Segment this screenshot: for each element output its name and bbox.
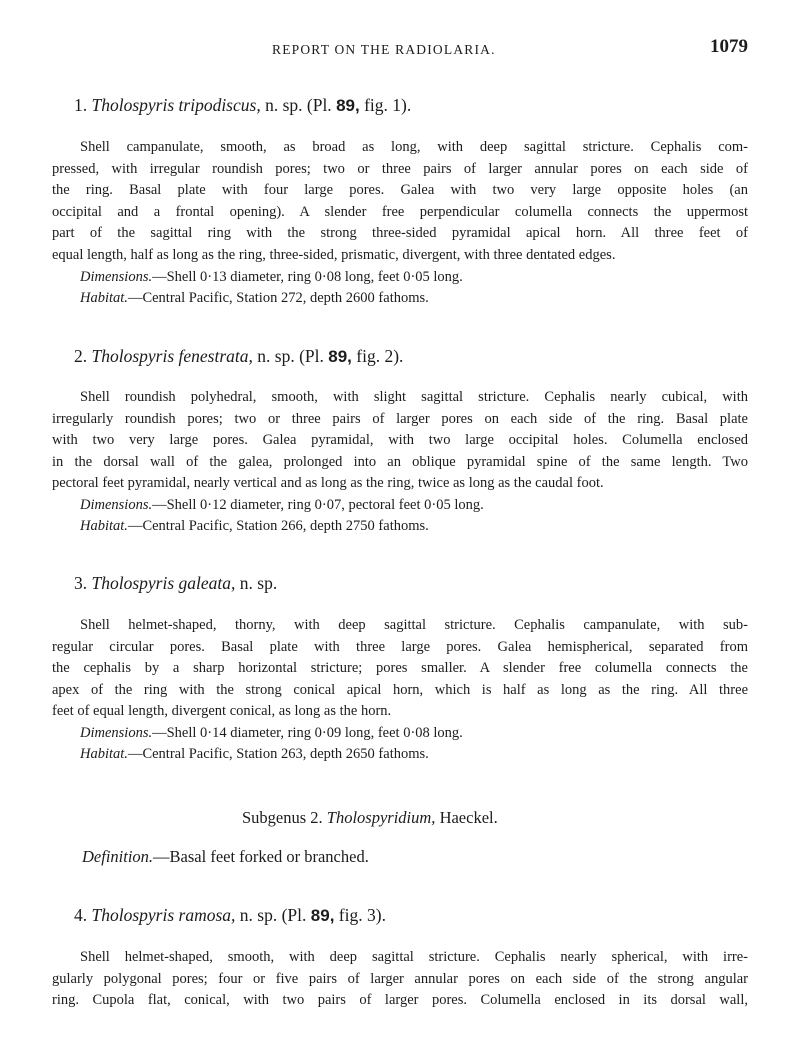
- species-2-title: 2. Tholospyris fenestrata, n. sp. (Pl. 89, fig. 2).: [74, 346, 404, 366]
- species-2-name: Tholospyris fenestrata,: [91, 346, 253, 366]
- species-1-habitat: Habitat.—Central Pacific, Station 272, depth 2600 fathoms.: [80, 290, 429, 306]
- subgenus-definition: Definition.—Basal feet forked or branched.: [82, 847, 369, 866]
- species-3-title: 3. Tholospyris galeata, n. sp.: [74, 573, 278, 593]
- species-1-dimensions: Dimensions.—Shell 0·13 diameter, ring 0·08 long, feet 0·05 long.: [80, 269, 463, 285]
- species-2-habitat: Habitat.—Central Pacific, Station 266, depth 2750 fathoms.: [80, 518, 429, 534]
- species-3-name: Tholospyris galeata,: [91, 573, 236, 593]
- page-number: 1079: [710, 36, 748, 57]
- species-4-title: 4. Tholospyris ramosa, n. sp. (Pl. 89, fig. 3).: [74, 905, 386, 925]
- species-4-description: Shell helmet-shaped, smooth, with deep sagittal stricture. Cephalis nearly spherical, with irre- gularly polygonal pores; four or five pairs of larger annular pores on each side of the strong angular ring. Cupola flat, conical, with two pairs of larger pores. Columella enclosed in its dorsal wall,: [52, 949, 748, 1009]
- species-3-habitat: Habitat.—Central Pacific, Station 263, depth 2650 fathoms.: [80, 746, 429, 762]
- species-4-name: Tholospyris ramosa,: [91, 905, 236, 925]
- species-2-dimensions: Dimensions.—Shell 0·12 diameter, ring 0·07, pectoral feet 0·05 long.: [80, 497, 484, 513]
- running-head: REPORT ON THE RADIOLARIA.: [272, 42, 496, 57]
- species-1-title: 1. Tholospyris tripodiscus, n. sp. (Pl. 89, fig. 1).: [74, 95, 412, 115]
- subgenus-heading: Subgenus 2. Tholospyridium, Haeckel.: [242, 808, 498, 827]
- species-2-description: Shell roundish polyhedral, smooth, with slight sagittal stricture. Cephalis nearly cubical, with irregularly roundish pores; two or three pairs of larger pores on each side of the ring. Basal plate with two very large pores. Galea pyramidal, with two large occipital holes. Columella enclosed in the dorsal wall of the galea, prolonged into an oblique pyramidal spine of the same length. Two pectoral feet pyramidal, nearly vertical and as long as the ring, twice as long as the caudal foot.: [52, 389, 748, 492]
- species-3-description: Shell helmet-shaped, thorny, with deep sagittal stricture. Cephalis campanulate, with sub- regular circular pores. Basal plate with three large pores. Galea hemispherical, separated from the cephalis by a sharp horizontal stricture; pores smaller. A slender free columella connects the apex of the ring with the strong conical apical horn, which is half as long as the ring. All three feet of equal length, divergent conical, as long as the horn.: [52, 617, 748, 720]
- page-header: [52, 36, 748, 60]
- species-1-description: Shell campanulate, smooth, as broad as long, with deep sagittal stricture. Cephalis com- pressed, with irregular roundish pores; two or three pairs of larger annular pores on each side of the ring. Basal plate with four large pores. Galea with two very large opposite holes (an occipital and a frontal opening). A slender free perpendicular columella connects the uppermost part of the sagittal ring with the strong three-sided pyramidal apical horn. All three feet of equal length, half as long as the ring, three-sided, prismatic, divergent, with three dentated edges.: [52, 139, 748, 263]
- species-3-dimensions: Dimensions.—Shell 0·14 diameter, ring 0·09 long, feet 0·08 long.: [80, 725, 463, 741]
- species-1-name: Tholospyris tripodiscus,: [91, 95, 261, 115]
